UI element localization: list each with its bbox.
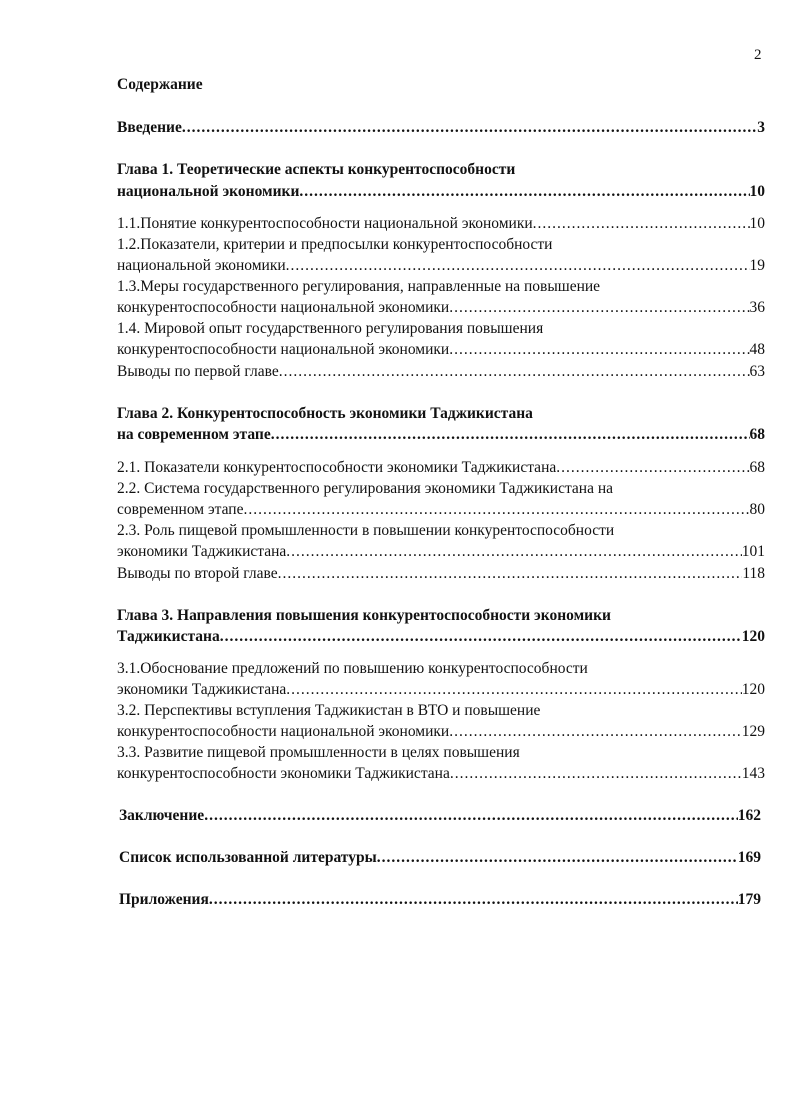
page-number: 2 [754,47,762,63]
toc-entry-page: 63 [749,363,765,380]
leader-dots [220,627,742,647]
toc-entry-page: 68 [749,426,765,443]
leader-dots [449,722,742,742]
toc-entry-text: национальной экономики [117,257,286,274]
toc-entry-ch1-conclusion [117,362,765,382]
toc-entry-text: конкурентоспособности экономики Таджикистана [117,765,450,782]
toc-entry-1-2 [117,256,765,276]
toc-entry-text: современном этапе [117,501,244,518]
toc-entry-page: 120 [741,628,765,645]
toc-entry-text: конкурентоспособности национальной экономики [117,341,450,358]
toc-entry-1-4-line1: 1.4. Мировой опыт государственного регулирования повышения [117,320,544,337]
toc-entry-text: конкурентоспособности национальной экономики [117,299,450,316]
toc-entry-2-3 [117,542,765,562]
chapter-2-heading: Глава 2. Конкурентоспособность экономики Таджикистана [117,405,533,422]
toc-entry-text: Выводы по второй главе [117,565,278,582]
toc-entry-text: Выводы по первой главе [117,363,279,380]
toc-entry-page: 129 [741,723,765,740]
toc-entry-page: 36 [749,299,765,316]
toc-entry-conclusion [119,806,761,826]
leader-dots [556,458,749,478]
toc-entry-1-1 [117,214,765,234]
toc-entry-page: 10 [749,215,765,232]
toc-entry-text: Заключение [119,807,205,824]
toc-entry-page: 162 [737,807,761,824]
leader-dots [449,298,749,318]
toc-entry-3-2 [117,722,765,742]
toc-entry-1-4 [117,340,765,360]
leader-dots [286,256,750,276]
toc-entry-3-3 [117,764,765,784]
toc-entry-text: Введение [117,119,182,136]
leader-dots [279,362,750,382]
leader-dots [299,182,749,202]
toc-entry-1-3-line1: 1.3.Меры государственного регулирования, направленные на повышение [117,278,601,295]
toc-entry-page: 101 [741,543,765,560]
toc-entry-page: 169 [737,849,761,866]
page-title: Содержание [117,76,203,93]
toc-entry-3-3-line1: 3.3. Развитие пищевой промышленности в целях повышения [117,744,520,761]
leader-dots [271,425,750,445]
toc-entry-chapter-1 [117,182,765,202]
chapter-1-heading: Глава 1. Теоретические аспекты конкурентоспособности [117,161,516,178]
toc-entry-appendices [119,890,761,910]
toc-entry-text: Приложения [119,891,209,908]
toc-entry-ch2-conclusion [117,564,765,584]
toc-entry-page: 118 [742,565,765,582]
chapter-3-heading: Глава 3. Направления повышения конкурентоспособности экономики [117,607,611,624]
toc-entry-2-1 [117,458,765,478]
toc-entry-1-2-line1: 1.2.Показатели, критерии и предпосылки конкурентоспособности [117,236,553,253]
leader-dots [286,680,741,700]
leader-dots [449,340,749,360]
toc-entry-text: 2.1. Показатели конкурентоспособности экономики Таджикистана [117,459,557,476]
toc-entry-text: 1.1.Понятие конкурентоспособности национальной экономики [117,215,533,232]
toc-entry-page: 48 [749,341,765,358]
toc-entry-page: 80 [749,501,765,518]
toc-entry-2-3-line1: 2.3. Роль пищевой промышленности в повышении конкурентоспособности [117,522,615,539]
leader-dots [286,542,741,562]
toc-entry-text: на современном этапе [117,426,271,443]
toc-entry-3-1 [117,680,765,700]
toc-entry-chapter-3 [117,627,765,647]
toc-entry-2-2-line1: 2.2. Система государственного регулирования экономики Таджикистана на [117,480,614,497]
leader-dots [450,764,742,784]
toc-entry-page: 143 [741,765,765,782]
leader-dots [278,564,743,584]
toc-entry-page: 19 [749,257,765,274]
leader-dots [243,500,749,520]
toc-entry-page: 179 [737,891,761,908]
toc-entry-text: Список использованной литературы [119,849,377,866]
leader-dots [182,118,757,138]
toc-entry-text: конкурентоспособности национальной экономики [117,723,450,740]
toc-entry-references [119,848,761,868]
toc-entry-1-3 [117,298,765,318]
leader-dots [377,848,738,868]
toc-entry-2-2 [117,500,765,520]
toc-entry-3-2-line1: 3.2. Перспективы вступления Таджикистан в ВТО и повышение [117,702,541,719]
leader-dots [204,806,738,826]
toc-entry-text: экономики Таджикистана [117,543,287,560]
toc-entry-text: Таджикистана [117,628,220,645]
toc-entry-page: 3 [757,119,765,136]
leader-dots [533,214,750,234]
toc-entry-page: 68 [749,459,765,476]
toc-entry-page: 120 [741,681,765,698]
toc-entry-text: экономики Таджикистана [117,681,287,698]
leader-dots [209,890,738,910]
toc-entry-chapter-2 [117,425,765,445]
toc-entry-page: 10 [749,183,765,200]
toc-entry-3-1-line1: 3.1.Обоснование предложений по повышению конкурентоспособности [117,660,588,677]
toc-entry-text: национальной экономики [117,183,300,200]
toc-entry-intro [117,118,765,138]
